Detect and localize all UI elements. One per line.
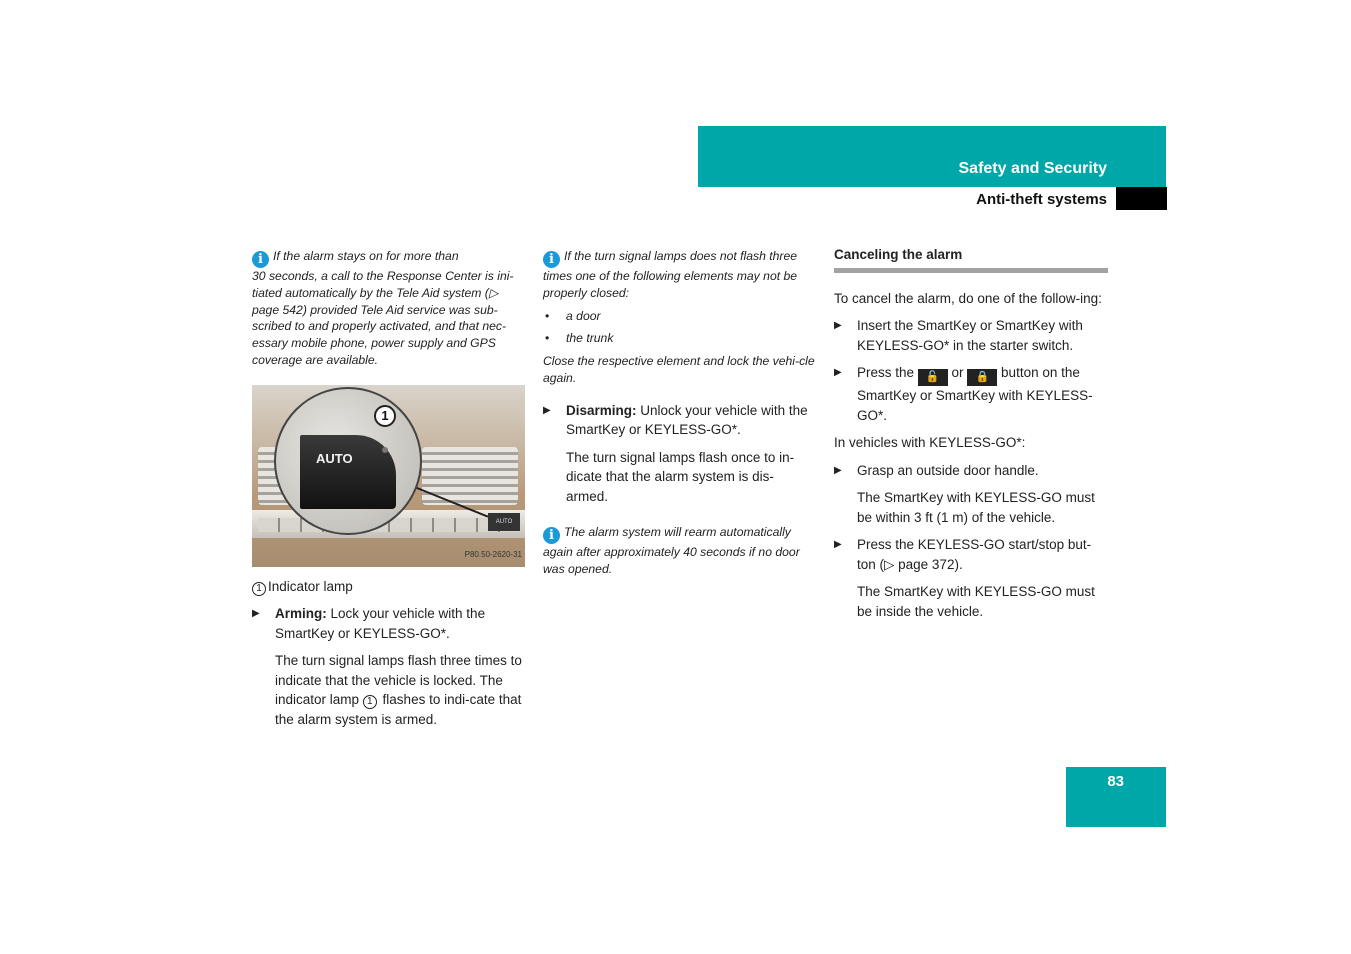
step-text: Insert the SmartKey or SmartKey with KEYLESS-GO* in the starter switch. [857,318,1083,353]
page-number: 83 [1107,773,1124,790]
caption-number: 1 [252,582,266,596]
subsection-title: Anti-theft systems [976,191,1107,208]
step-arming [252,604,526,643]
step-text: Press the KEYLESS-GO start/stop but-ton (▷ page 372). [857,537,1092,572]
bullet-icon: • [545,331,550,346]
info-note-turn-signal [543,248,815,387]
info-note-rearm [543,524,815,578]
lock-icon: 🔒 [967,369,997,386]
disarming-result: The turn signal lamps flash once to in-dicate that the alarm system is dis-armed. [566,449,795,504]
list-item-text: a door [566,308,601,323]
arming-text: Lock your vehicle with the SmartKey or KEYLESS-GO*. [275,606,486,641]
step-arrow-icon: ▶ [543,404,551,416]
list-item-text: the trunk [566,331,614,346]
step-press-button [834,363,1108,425]
caption-text: Indicator lamp [268,578,353,594]
info-icon: i [543,527,560,544]
section-title: Safety and Security [958,160,1107,177]
list-item [543,308,815,325]
note-outro: Close the respective element and lock the vehi-cle again. [543,354,815,385]
figure-caption [252,577,526,597]
column-3 [834,248,1108,629]
arming-result-text-a: The turn signal lamps flash three times to indicate that the vehicle is locked. The indicator lamp [275,653,522,708]
note-text: 30 seconds, a call to the Response Center is ini-tiated automatically by the Tele Aid system (▷ page 542) provided Tele Aid service was sub-scribed to and properly activated, and that nec-essary mobile phone, power supply and GPS coverage are available. [252,269,514,367]
bullet-icon: • [545,308,550,323]
step-text-b: button on the SmartKey or SmartKey with KEYLESS-GO*. [857,365,1093,423]
arming-label: Arming: [275,606,327,622]
auto-button-small: AUTO [488,513,520,531]
step-insert-smartkey [834,316,1108,355]
step-grasp-result: The SmartKey with KEYLESS-GO must be within 3 ft (1 m) of the vehicle. [857,490,1095,525]
step-arrow-icon: ▶ [252,608,260,620]
step-arrow-icon: ▶ [834,464,842,476]
auto-button-figure [252,385,525,567]
note-first-line: If the alarm stays on for more than [273,249,459,263]
unlock-icon: 🔓 [918,369,948,386]
step-grasp-handle [834,461,1108,481]
arming-result-text-b: flashes to indi-cate that the alarm system is armed. [275,692,522,727]
step-arrow-icon: ▶ [834,320,842,331]
disarming-text: Unlock your vehicle with the SmartKey or KEYLESS-GO*. [566,402,808,438]
indicator-lamp [382,447,388,453]
list-item [543,330,815,347]
figure-code: P80.50-2620-31 [464,550,522,560]
step-text-or: or [947,365,968,380]
step-text-a: Press the [857,365,918,380]
auto-button-enlarged: AUTO [300,435,396,509]
step-arrow-icon: ▶ [834,367,842,378]
note-text: The alarm system will rearm automatically again after approximately 40 seconds if no door was opened. [543,525,800,577]
step-start-stop-result: The SmartKey with KEYLESS-GO must be inside the vehicle. [857,584,1095,619]
step-press-start-stop [834,535,1108,574]
canceling-alarm-heading: Canceling the alarm [834,245,1108,273]
column-1 [252,248,526,737]
step-text: Grasp an outside door handle. [857,462,1039,478]
inline-number: 1 [363,695,377,709]
bullet-list [543,308,815,348]
header-tab-marker [1116,187,1167,210]
note-intro: If the turn signal lamps does not flash three times one of the following elements may not be properly closed: [543,249,798,300]
callout-1: 1 [374,405,396,427]
keyless-intro: In vehicles with KEYLESS-GO*: [834,435,1026,450]
arming-result [252,651,526,729]
step-arrow-icon: ▶ [834,539,842,550]
info-icon: i [543,251,560,268]
disarming-label: Disarming: [566,402,637,418]
canceling-intro: To cancel the alarm, do one of the follow-ing: [834,290,1102,306]
info-icon: i [252,251,269,268]
info-note-response-center [252,248,526,369]
column-2 [543,248,815,578]
step-disarming [543,401,815,440]
